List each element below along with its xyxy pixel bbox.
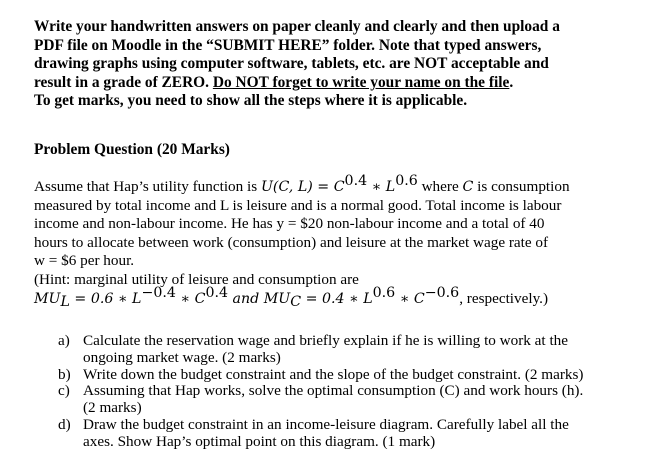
math-expression: and MU [228, 290, 291, 307]
question-text: axes. Show Hap’s optimal point on this diagram. (1 mark) [83, 432, 436, 450]
instruction-line: Write your handwritten answers on paper cleanly and clearly and then upload a [34, 18, 560, 35]
math-symbol: C [462, 179, 474, 195]
paragraph-text: where [417, 178, 463, 195]
instruction-line: drawing graphs using computer software, tablets, etc. are NOT acceptable and [34, 55, 549, 73]
problem-heading: Problem Question (20 Marks) [34, 141, 230, 158]
question-label: c) [58, 382, 70, 400]
math-expression: ∗ C [175, 290, 206, 307]
question-text: Draw the budget constraint in an income-leisure diagram. Carefully label all the [83, 415, 569, 433]
question-label: d) [58, 415, 71, 433]
question-list [58, 333, 648, 451]
question-label: a) [58, 332, 70, 349]
math-exponent: 0.6 [395, 173, 418, 189]
marginal-utility-formula [34, 284, 649, 310]
math-exponent: −0.4 [141, 284, 176, 301]
instruction-text: result in a grade of ZERO. [34, 73, 213, 91]
math-subscript: C [290, 293, 302, 310]
math-expression: = 0.4 ∗ L [301, 290, 373, 307]
instruction-line [34, 74, 649, 93]
math-expression: = 0.6 ∗ L [69, 290, 142, 307]
submission-instructions [34, 18, 649, 111]
math-exponent: 0.6 [372, 284, 396, 301]
question-text: Assuming that Hap works, solve the optimal consumption (C) and work hours (h). [83, 382, 584, 400]
paragraph-line: measured by total income and L is leisure and is a normal good. Total income is labour [34, 196, 562, 214]
problem-paragraph [34, 173, 649, 310]
paragraph-text: is consumption [473, 178, 570, 195]
instruction-line: PDF file on Moodle in the “SUBMIT HERE” folder. Note that typed answers, [34, 36, 542, 54]
paragraph-line [34, 173, 649, 197]
math-expression: (C, L) = C [272, 179, 345, 195]
paragraph-line: w = $6 per hour. [34, 252, 135, 270]
question-text: ongoing market wage. (2 marks) [83, 348, 281, 366]
question-item [58, 417, 648, 451]
question-item [58, 367, 648, 384]
math-symbol: MU [34, 290, 61, 307]
underlined-warning: Do NOT forget to write your name on the file [212, 73, 510, 91]
instruction-text: . [509, 73, 514, 91]
question-item [58, 383, 648, 417]
math-exponent: 0.4 [344, 173, 368, 189]
paragraph-line: (Hint: marginal utility of leisure and consumption are [34, 270, 359, 288]
question-text: Calculate the reservation wage and briefly explain if he is willing to work at the [83, 332, 568, 349]
paragraph-text: , respectively.) [459, 289, 549, 307]
math-exponent: −0.6 [424, 284, 460, 301]
paragraph-text: Assume that Hap’s utility function is [34, 178, 261, 195]
question-text: Write down the budget constraint and the slope of the budget constraint. (2 marks) [83, 365, 584, 383]
math-subscript: L [60, 293, 70, 310]
question-text: (2 marks) [83, 399, 142, 417]
question-label: b) [58, 365, 71, 383]
paragraph-line: income and non-labour income. He has y = $20 non-labour income and a total of 40 [34, 215, 545, 233]
math-expression: ∗ C [395, 290, 425, 307]
paragraph-line: hours to allocate between work (consumption) and leisure at the market wage rate of [34, 233, 549, 251]
math-symbol: U [260, 179, 273, 195]
math-expression: ∗ L [367, 179, 396, 195]
instruction-line: To get marks, you need to show all the steps where it is applicable. [34, 92, 468, 110]
math-exponent: 0.4 [205, 284, 229, 301]
question-item [58, 333, 648, 367]
